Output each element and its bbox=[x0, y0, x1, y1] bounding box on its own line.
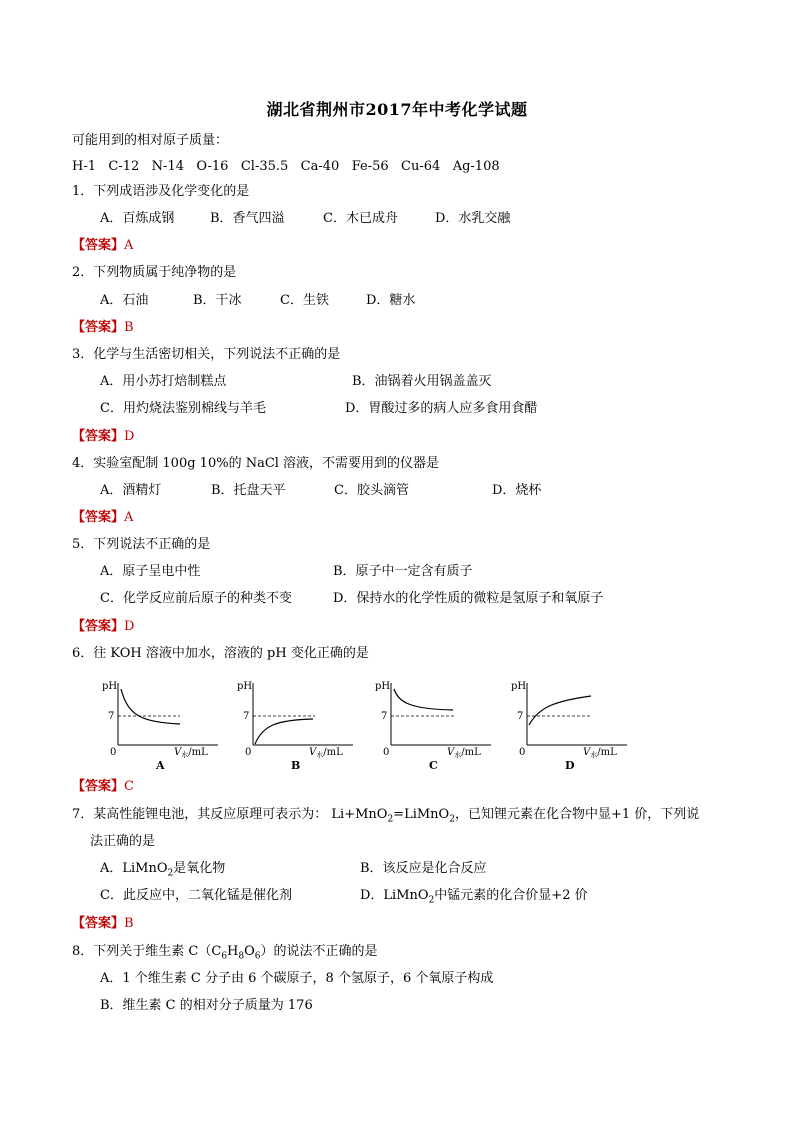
q5-option-a: A．原子呈电中性 bbox=[100, 564, 201, 579]
q5-option-c: C．化学反应前后原子的种类不变 bbox=[100, 591, 292, 606]
q7-stem bbox=[72, 806, 699, 824]
q1-stem: 1．下列成语涉及化学变化的是 bbox=[72, 184, 250, 199]
q1-option-a: A．百炼成钢 bbox=[100, 211, 175, 226]
q1-option-c: C．木已成舟 bbox=[323, 211, 398, 226]
atomic-masses: H-1 C-12 N-14 O-16 Cl-35.5 Ca-40 Fe-56 Cu-64 Ag-108 bbox=[72, 159, 500, 174]
answer-tag: 【答案】 bbox=[72, 238, 125, 253]
q8-stem-part: 8．下列关于维生素 C（C bbox=[72, 944, 222, 959]
answer-value: D bbox=[124, 619, 135, 634]
q3-option-c: C．用灼烧法鉴别棉线与羊毛 bbox=[100, 401, 266, 416]
q6-stem: 6．往 KOH 溶液中加水，溶液的 pH 变化正确的是 bbox=[72, 646, 369, 661]
q7-stem-part: ，已知锂元素在化合物中显+1 价，下列说 bbox=[454, 807, 700, 822]
graph-x-label: $V_水/mL$ bbox=[583, 747, 617, 759]
answer-value: C bbox=[124, 779, 134, 794]
graph-y-label: pH bbox=[511, 681, 527, 692]
q2-stem: 2．下列物质属于纯净物的是 bbox=[72, 265, 237, 280]
q7-option-d bbox=[360, 887, 588, 905]
graph-origin-label: 0 bbox=[245, 747, 252, 758]
answer-value: B bbox=[124, 320, 134, 335]
answer-value: D bbox=[124, 429, 135, 444]
graph-seven-label: 7 bbox=[243, 711, 250, 722]
formula-part: O bbox=[244, 944, 255, 959]
q5-stem: 5．下列说法不正确的是 bbox=[72, 537, 211, 552]
q1-option-d: D．水乳交融 bbox=[435, 211, 511, 226]
q7-stem-part: 7．某高性能锂电池，其反应原理可表示为： Li+MnO bbox=[72, 807, 388, 822]
page-title: 湖北省荆州市2017年中考化学试题 bbox=[266, 100, 528, 119]
option-text: A．LiMnO bbox=[100, 861, 168, 876]
ph-curve bbox=[529, 696, 591, 725]
q8-option-b: B．维生素 C 的相对分子质量为 176 bbox=[100, 998, 313, 1013]
subscript: 6 bbox=[221, 951, 228, 962]
ph-graph-b bbox=[235, 675, 355, 775]
subscript: 2 bbox=[167, 868, 174, 879]
q2-option-c: C．生铁 bbox=[280, 293, 329, 308]
graph-seven-label: 7 bbox=[381, 711, 388, 722]
q2-answer bbox=[72, 319, 134, 337]
q3-stem: 3．化学与生活密切相关，下列说法不正确的是 bbox=[72, 347, 341, 362]
q3-answer bbox=[72, 428, 134, 446]
q2-option-d: D．糖水 bbox=[366, 293, 416, 308]
subscript: 2 bbox=[428, 895, 435, 906]
q5-option-b: B．原子中一定含有质子 bbox=[333, 564, 473, 579]
q3-option-b: B．油锅着火用锅盖盖灭 bbox=[352, 374, 492, 389]
ph-curve bbox=[121, 689, 180, 724]
subscript: 8 bbox=[238, 951, 245, 962]
q6-answer bbox=[72, 778, 134, 796]
answer-tag: 【答案】 bbox=[72, 429, 125, 444]
graph-letter: C bbox=[429, 759, 438, 772]
q2-option-a: A．石油 bbox=[100, 293, 149, 308]
q4-option-a: A．酒精灯 bbox=[100, 483, 162, 498]
answer-value: B bbox=[124, 916, 134, 931]
graph-letter: D bbox=[565, 759, 575, 772]
q4-option-d: D．烧杯 bbox=[492, 483, 542, 498]
answer-tag: 【答案】 bbox=[72, 916, 125, 931]
answer-tag: 【答案】 bbox=[72, 320, 125, 335]
subscript: 6 bbox=[254, 951, 261, 962]
q8-option-a: A．1 个维生素 C 分子由 6 个碳原子，8 个氢原子，6 个氧原子构成 bbox=[100, 971, 494, 986]
answer-tag: 【答案】 bbox=[72, 510, 125, 525]
graph-letter: A bbox=[156, 759, 165, 772]
answer-value: A bbox=[124, 238, 134, 253]
ph-graph-c bbox=[373, 675, 493, 775]
intro-text: 可能用到的相对原子质量： bbox=[72, 133, 229, 148]
graph-x-label: $V_水/mL$ bbox=[309, 747, 343, 759]
graph-y-label: pH bbox=[102, 681, 118, 692]
q7-option-c: C．此反应中，二氧化锰是催化剂 bbox=[100, 888, 292, 903]
q1-answer bbox=[72, 237, 133, 255]
q4-option-c: C．胶头滴管 bbox=[334, 483, 409, 498]
q3-option-d: D．胃酸过多的病人应多食用食醋 bbox=[345, 401, 538, 416]
subscript: 2 bbox=[449, 814, 455, 825]
q7-option-a bbox=[100, 860, 225, 878]
graph-seven-label: 7 bbox=[517, 711, 524, 722]
graph-x-label: $V_水/mL$ bbox=[447, 747, 481, 759]
ph-curve bbox=[255, 719, 313, 744]
q7-answer bbox=[72, 915, 134, 933]
q8-stem bbox=[72, 943, 378, 961]
ph-graph-d bbox=[509, 675, 629, 775]
graph-x-label: $V_水/mL$ bbox=[174, 747, 208, 759]
q3-option-a: A．用小苏打焙制糕点 bbox=[100, 374, 227, 389]
graph-y-label: pH bbox=[237, 681, 253, 692]
answer-tag: 【答案】 bbox=[72, 619, 125, 634]
answer-tag: 【答案】 bbox=[72, 779, 125, 794]
q7-stem-line2: 法正确的是 bbox=[90, 834, 156, 849]
q5-answer bbox=[72, 618, 134, 636]
q4-answer bbox=[72, 509, 133, 527]
subscript: 2 bbox=[387, 814, 394, 825]
formula-part: H bbox=[227, 944, 239, 959]
answer-value: A bbox=[124, 510, 134, 525]
q5-option-d: D．保持水的化学性质的微粒是氢原子和氧原子 bbox=[333, 591, 604, 606]
q4-stem: 4．实验室配制 100g 10%的 NaCl 溶液，不需要用到的仪器是 bbox=[72, 456, 440, 471]
q7-option-b: B．该反应是化合反应 bbox=[360, 861, 487, 876]
option-text: 是氧化物 bbox=[173, 861, 226, 876]
ph-graph-a bbox=[100, 675, 220, 775]
graph-origin-label: 0 bbox=[519, 747, 526, 758]
q4-option-b: B．托盘天平 bbox=[211, 483, 286, 498]
graph-letter: B bbox=[291, 759, 301, 772]
graph-origin-label: 0 bbox=[383, 747, 390, 758]
q2-option-b: B．干冰 bbox=[193, 293, 242, 308]
graph-y-label: pH bbox=[375, 681, 391, 692]
option-text: D．LiMnO bbox=[360, 888, 429, 903]
ph-curve bbox=[394, 689, 453, 710]
graph-origin-label: 0 bbox=[110, 747, 117, 758]
q7-stem-part: =LiMnO bbox=[393, 807, 450, 822]
q1-option-b: B．香气四溢 bbox=[210, 211, 285, 226]
option-text: 中锰元素的化合价显+2 价 bbox=[434, 888, 588, 903]
graph-seven-label: 7 bbox=[108, 711, 115, 722]
q8-stem-part: ）的说法不正确的是 bbox=[260, 944, 378, 959]
